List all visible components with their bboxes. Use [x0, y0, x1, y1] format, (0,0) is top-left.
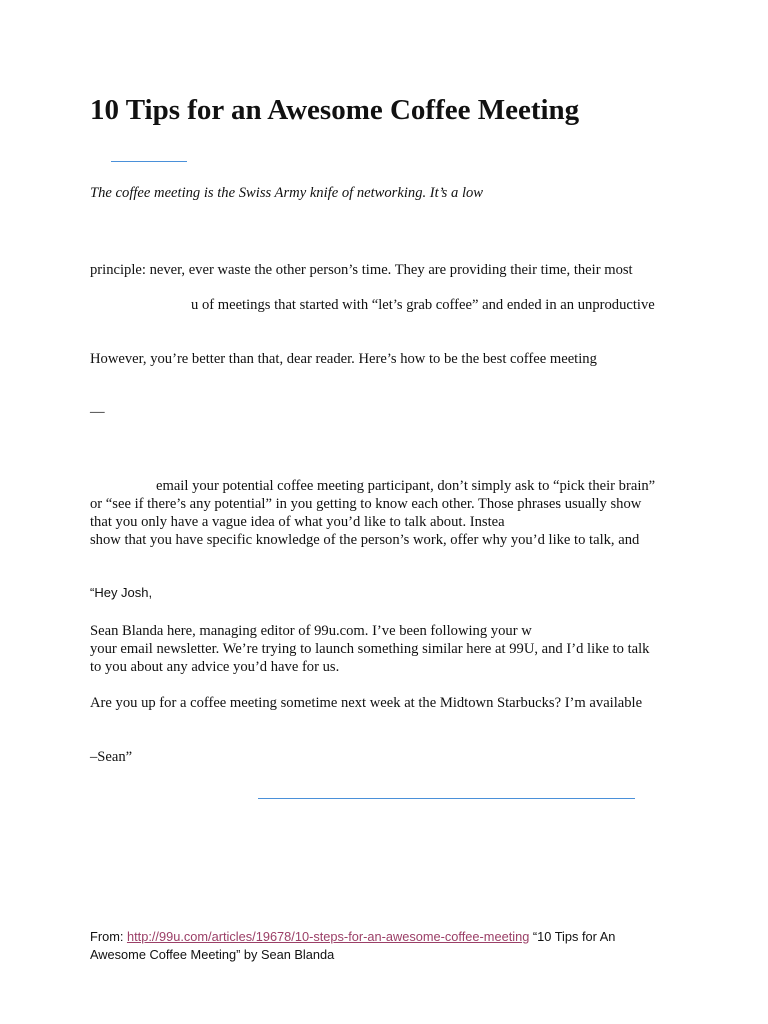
horizontal-rule [258, 798, 635, 799]
horizontal-rule [111, 161, 187, 162]
source-link[interactable]: http://99u.com/articles/19678/10-steps-for-an-awesome-coffee-meeting [126, 929, 530, 944]
body-line: principle: never, ever waste the other person’s time. They are providing their time, their most [90, 262, 633, 278]
intro-paragraph: The coffee meeting is the Swiss Army knife of networking. It’s a low [90, 185, 484, 201]
body-line: u of meetings that started with “let’s grab coffee” and ended in an unproductive [191, 297, 655, 313]
body-line: that you only have a vague idea of what you’d like to talk about. Instea [90, 514, 505, 530]
dash-separator: — [90, 404, 105, 420]
email-body-line: Sean Blanda here, managing editor of 99u.com. I’ve been following your w [90, 623, 532, 639]
document-title: 10 Tips for an Awesome Coffee Meeting [90, 94, 580, 126]
source-citation [90, 928, 650, 964]
email-signoff: –Sean” [90, 749, 133, 765]
body-line: email your potential coffee meeting participant, don’t simply ask to “pick their brain” [156, 478, 656, 494]
email-body-line: your email newsletter. We’re trying to launch something similar here at 99U, and I’d like to talk [90, 641, 650, 657]
body-line: or “see if there’s any potential” in you getting to know each other. Those phrases usually show [90, 496, 642, 512]
email-body-line: to you about any advice you’d have for us. [90, 659, 340, 675]
body-line: show that you have specific knowledge of the person’s work, offer why you’d like to talk, and [90, 532, 640, 548]
source-suffix: “10 Tips for An Awesome Coffee Meeting” by Sean Blanda [90, 929, 616, 962]
email-body-line: Are you up for a coffee meeting sometime next week at the Midtown Starbucks? I’m available [90, 695, 643, 711]
source-prefix: From: [90, 929, 127, 944]
email-greeting: “Hey Josh, [90, 585, 153, 600]
body-line: However, you’re better than that, dear reader. Here’s how to be the best coffee meeting [90, 351, 597, 367]
